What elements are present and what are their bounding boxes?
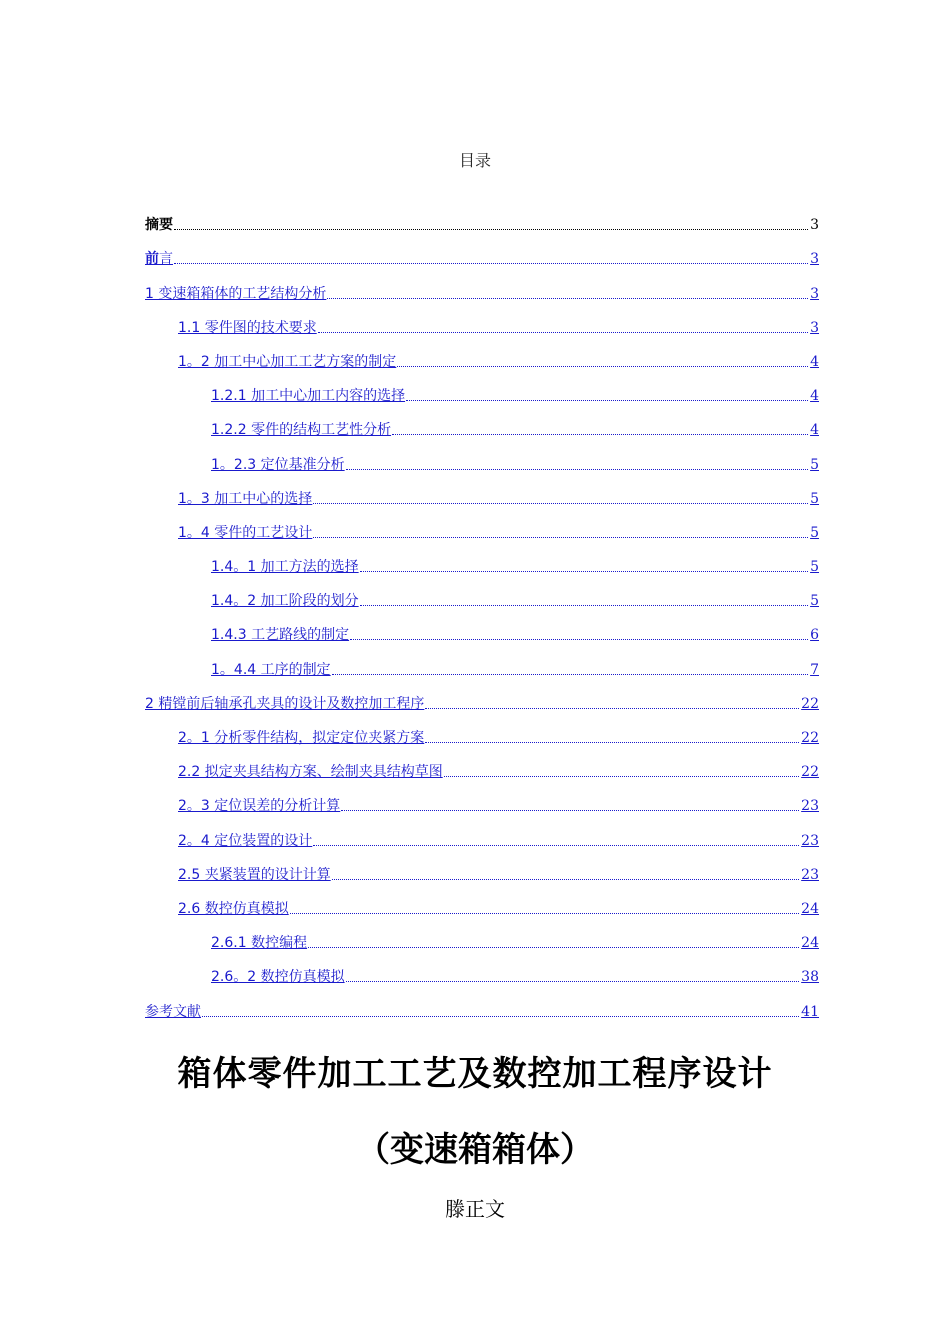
toc-leader-dots xyxy=(350,639,808,640)
toc-entry-label: 1。4 零件的工艺设计 xyxy=(178,524,313,541)
toc-entry-label: 2.6.1 数控编程 xyxy=(211,935,308,952)
toc-entry[interactable] xyxy=(145,268,819,302)
table-of-contents xyxy=(145,200,819,1021)
toc-entry-page: 22 xyxy=(801,730,819,746)
toc-entry-label: 2.5 夹紧装置的设计计算 xyxy=(178,866,331,883)
toc-entry-page: 3 xyxy=(810,251,819,268)
toc-leader-dots xyxy=(318,332,808,333)
toc-leader-dots xyxy=(313,537,808,538)
toc-entry-label: 1.4.3 工艺路线的制定 xyxy=(211,627,350,644)
toc-entry-label: 前言 xyxy=(145,251,173,268)
toc-leader-dots xyxy=(346,469,808,470)
toc-entry-page: 41 xyxy=(801,1003,819,1020)
document-subtitle: （变速箱箱体） xyxy=(356,1130,594,1170)
toc-entry-page: 3 xyxy=(810,217,819,234)
document-title: 箱体零件加工工艺及数控加工程序设计 xyxy=(177,1054,773,1094)
toc-entry-page: 3 xyxy=(810,285,819,302)
toc-leader-dots xyxy=(425,708,799,709)
toc-leader-dots xyxy=(360,571,808,572)
toc-entry-label: 1。2.3 定位基准分析 xyxy=(211,456,345,473)
toc-entry-page: 22 xyxy=(801,695,819,712)
toc-entry[interactable] xyxy=(145,884,819,918)
toc-entry-label: 参考文献 xyxy=(145,1003,201,1020)
toc-entry xyxy=(145,200,819,234)
toc-entry[interactable] xyxy=(145,781,819,815)
toc-entry-page: 4 xyxy=(810,422,819,439)
toc-leader-dots xyxy=(313,503,808,504)
toc-leader-dots xyxy=(174,229,808,230)
toc-entry[interactable] xyxy=(145,713,819,747)
toc-entry[interactable] xyxy=(145,405,819,439)
toc-entry-label: 2.6。2 数控仿真模拟 xyxy=(211,969,345,986)
toc-entry[interactable] xyxy=(145,747,819,781)
toc-entry-page: 23 xyxy=(801,866,819,883)
toc-entry[interactable] xyxy=(145,508,819,542)
toc-leader-dots xyxy=(174,263,808,264)
toc-entry-page: 5 xyxy=(810,490,819,507)
toc-leader-dots xyxy=(425,742,799,743)
toc-entry[interactable] xyxy=(145,850,819,884)
toc-title: 目录 xyxy=(458,151,491,170)
toc-leader-dots xyxy=(332,674,808,675)
toc-entry-label: 1.4。2 加工阶段的划分 xyxy=(211,593,359,610)
toc-entry-page: 38 xyxy=(801,969,819,986)
toc-leader-dots xyxy=(444,776,799,777)
toc-entry-label: 2.2 拟定夹具结构方案、绘制夹具结构草图 xyxy=(178,764,443,781)
toc-entry[interactable] xyxy=(145,952,819,986)
toc-entry-label: 1 变速箱箱体的工艺结构分析 xyxy=(145,285,327,302)
toc-leader-dots xyxy=(313,845,799,846)
toc-entry-page: 5 xyxy=(810,524,819,541)
toc-leader-dots xyxy=(360,605,808,606)
toc-entry-label: 2。1 分析零件结构，拟定定位夹紧方案 xyxy=(178,730,425,746)
toc-entry[interactable] xyxy=(145,644,819,678)
toc-entry[interactable] xyxy=(145,815,819,849)
toc-entry-label: 2。4 定位装置的设计 xyxy=(178,832,313,849)
toc-entry-page: 3 xyxy=(810,319,819,336)
toc-leader-dots xyxy=(392,434,808,435)
toc-entry-page: 24 xyxy=(801,935,819,952)
toc-entry-label: 1.2.2 零件的结构工艺性分析 xyxy=(211,422,392,439)
toc-entry-page: 4 xyxy=(810,388,819,405)
toc-leader-dots xyxy=(341,810,799,811)
toc-entry-page: 6 xyxy=(810,627,819,644)
toc-entry-page: 4 xyxy=(810,353,819,370)
toc-entry[interactable] xyxy=(145,303,819,337)
toc-leader-dots xyxy=(332,879,799,880)
author-name: 滕正文 xyxy=(445,1197,505,1221)
toc-entry[interactable] xyxy=(145,918,819,952)
toc-leader-dots xyxy=(202,1016,799,1017)
toc-entry-label: 2.6 数控仿真模拟 xyxy=(178,900,289,917)
toc-entry-page: 23 xyxy=(801,798,819,815)
toc-entry[interactable] xyxy=(145,986,819,1020)
toc-leader-dots xyxy=(397,366,808,367)
toc-entry-label: 摘要 xyxy=(145,217,173,234)
toc-entry[interactable] xyxy=(145,439,819,473)
toc-leader-dots xyxy=(406,400,808,401)
toc-entry-label: 1.1 零件图的技术要求 xyxy=(178,319,317,336)
toc-entry[interactable] xyxy=(145,474,819,508)
toc-leader-dots xyxy=(346,981,800,982)
toc-entry-page: 23 xyxy=(801,832,819,849)
toc-entry-page: 24 xyxy=(801,900,819,917)
toc-entry[interactable] xyxy=(145,610,819,644)
toc-entry-page: 22 xyxy=(801,764,819,781)
toc-entry[interactable] xyxy=(145,371,819,405)
toc-entry-label: 1.4。1 加工方法的选择 xyxy=(211,559,359,576)
toc-entry-page: 7 xyxy=(810,661,819,678)
toc-entry-page: 5 xyxy=(810,559,819,576)
toc-entry[interactable] xyxy=(145,576,819,610)
toc-leader-dots xyxy=(308,947,799,948)
toc-entry-label: 2。3 定位误差的分析计算 xyxy=(178,798,341,815)
toc-entry-label: 1。2 加工中心加工工艺方案的制定 xyxy=(178,353,397,370)
toc-entry[interactable] xyxy=(145,542,819,576)
toc-entry-page: 5 xyxy=(810,456,819,473)
toc-leader-dots xyxy=(327,298,808,299)
toc-entry-label: 2 精镗前后轴承孔夹具的设计及数控加工程序 xyxy=(145,695,425,712)
toc-entry[interactable] xyxy=(145,679,819,713)
toc-entry-label: 1.2.1 加工中心加工内容的选择 xyxy=(211,388,406,405)
toc-leader-dots xyxy=(290,913,799,914)
toc-entry-label: 1。3 加工中心的选择 xyxy=(178,490,313,507)
toc-entry-page: 5 xyxy=(810,593,819,610)
toc-entry[interactable] xyxy=(145,337,819,371)
toc-entry[interactable] xyxy=(145,234,819,268)
toc-entry-label: 1。4.4 工序的制定 xyxy=(211,661,331,678)
